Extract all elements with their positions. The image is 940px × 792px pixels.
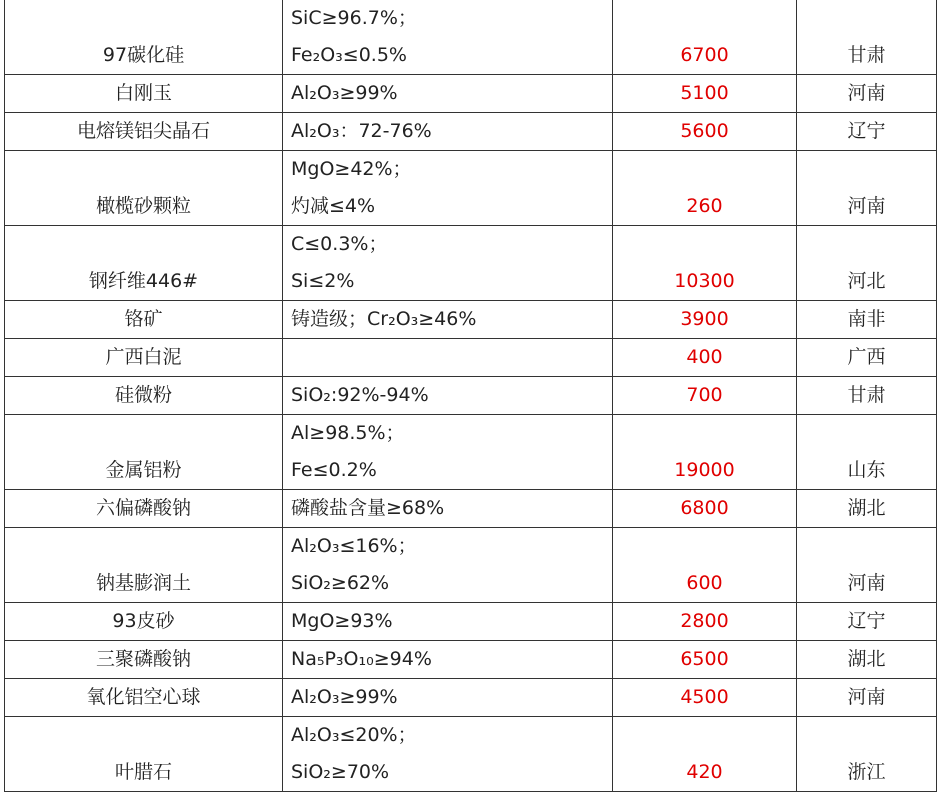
price-table [4,0,937,792]
price-cell: 6700 [613,0,797,75]
price-cell: 2800 [613,603,797,641]
table-row [5,490,937,528]
origin-cell: 辽宁 [797,113,937,151]
origin-cell: 河南 [797,528,937,603]
specification-cell [283,679,613,717]
specification-line: Al≥98.5%； [291,422,405,444]
specification-cell [283,641,613,679]
specification-cell [283,75,613,113]
material-name-cell: 橄榄砂颗粒 [5,151,283,226]
origin-cell: 河南 [797,151,937,226]
specification-line: Fe≤0.2% [291,459,377,481]
specification-line: C≤0.3%； [291,233,388,255]
price-cell: 420 [613,717,797,792]
specification-cell [283,717,613,792]
table-row [5,641,937,679]
specification-line: MgO≥93% [291,610,393,632]
specification-line: Na₅P₃O₁₀≥94% [291,648,432,670]
price-cell: 6800 [613,490,797,528]
table-row [5,415,937,490]
specification-cell [283,339,613,377]
table-row [5,75,937,113]
material-name-cell: 六偏磷酸钠 [5,490,283,528]
price-cell: 260 [613,151,797,226]
origin-cell: 辽宁 [797,603,937,641]
price-cell: 600 [613,528,797,603]
table-row [5,377,937,415]
specification-cell [283,301,613,339]
origin-cell: 河北 [797,226,937,301]
specification-line: SiO₂≥70% [291,761,390,783]
origin-cell: 湖北 [797,641,937,679]
table-row [5,226,937,301]
specification-cell [283,0,613,75]
specification-line: Al₂O₃≥99% [291,82,398,104]
origin-cell: 甘肃 [797,0,937,75]
specification-cell [283,226,613,301]
table-row [5,301,937,339]
material-name-cell: 三聚磷酸钠 [5,641,283,679]
specification-cell [283,528,613,603]
specification-line: Fe₂O₃≤0.5% [291,44,407,66]
material-name-cell: 铬矿 [5,301,283,339]
price-cell: 3900 [613,301,797,339]
specification-cell [283,113,613,151]
specification-line: Al₂O₃≤20%； [291,724,417,746]
material-name-cell: 97碳化硅 [5,0,283,75]
specification-line: Al₂O₃≤16%； [291,535,417,557]
price-cell: 5100 [613,75,797,113]
origin-cell: 广西 [797,339,937,377]
material-name-cell: 氧化铝空心球 [5,679,283,717]
specification-line: SiO₂≥62% [291,572,390,594]
specification-line: Al₂O₃：72-76% [291,120,432,142]
material-name-cell: 叶腊石 [5,717,283,792]
material-name-cell: 钢纤维446# [5,226,283,301]
specification-line: 灼减≤4% [291,195,376,217]
specification-line: SiC≥96.7%； [291,7,417,29]
price-cell: 4500 [613,679,797,717]
price-cell: 5600 [613,113,797,151]
table-row [5,528,937,603]
price-cell: 400 [613,339,797,377]
origin-cell: 山东 [797,415,937,490]
specification-line: SiO₂:92%-94% [291,384,429,406]
material-name-cell: 钠基膨润土 [5,528,283,603]
table-row [5,113,937,151]
origin-cell: 河南 [797,75,937,113]
specification-line: 磷酸盐含量≥68% [291,497,445,519]
specification-line: MgO≥42%； [291,158,412,180]
table-row [5,679,937,717]
price-cell: 700 [613,377,797,415]
material-name-cell: 广西白泥 [5,339,283,377]
table-row [5,717,937,792]
origin-cell: 湖北 [797,490,937,528]
specification-cell [283,151,613,226]
table-row [5,603,937,641]
specification-cell [283,377,613,415]
table-row [5,151,937,226]
price-table-body [5,0,937,792]
price-cell: 10300 [613,226,797,301]
specification-cell [283,490,613,528]
specification-line: Si≤2% [291,270,355,292]
origin-cell: 南非 [797,301,937,339]
specification-cell [283,415,613,490]
material-name-cell: 白刚玉 [5,75,283,113]
material-name-cell: 电熔镁铝尖晶石 [5,113,283,151]
origin-cell: 河南 [797,679,937,717]
specification-cell [283,603,613,641]
table-row [5,339,937,377]
specification-line: 铸造级；Cr₂O₃≥46% [291,308,477,330]
specification-line: Al₂O₃≥99% [291,686,398,708]
material-name-cell: 93皮砂 [5,603,283,641]
material-name-cell: 金属铝粉 [5,415,283,490]
origin-cell: 浙江 [797,717,937,792]
origin-cell: 甘肃 [797,377,937,415]
material-name-cell: 硅微粉 [5,377,283,415]
price-cell: 19000 [613,415,797,490]
price-cell: 6500 [613,641,797,679]
table-row [5,0,937,75]
